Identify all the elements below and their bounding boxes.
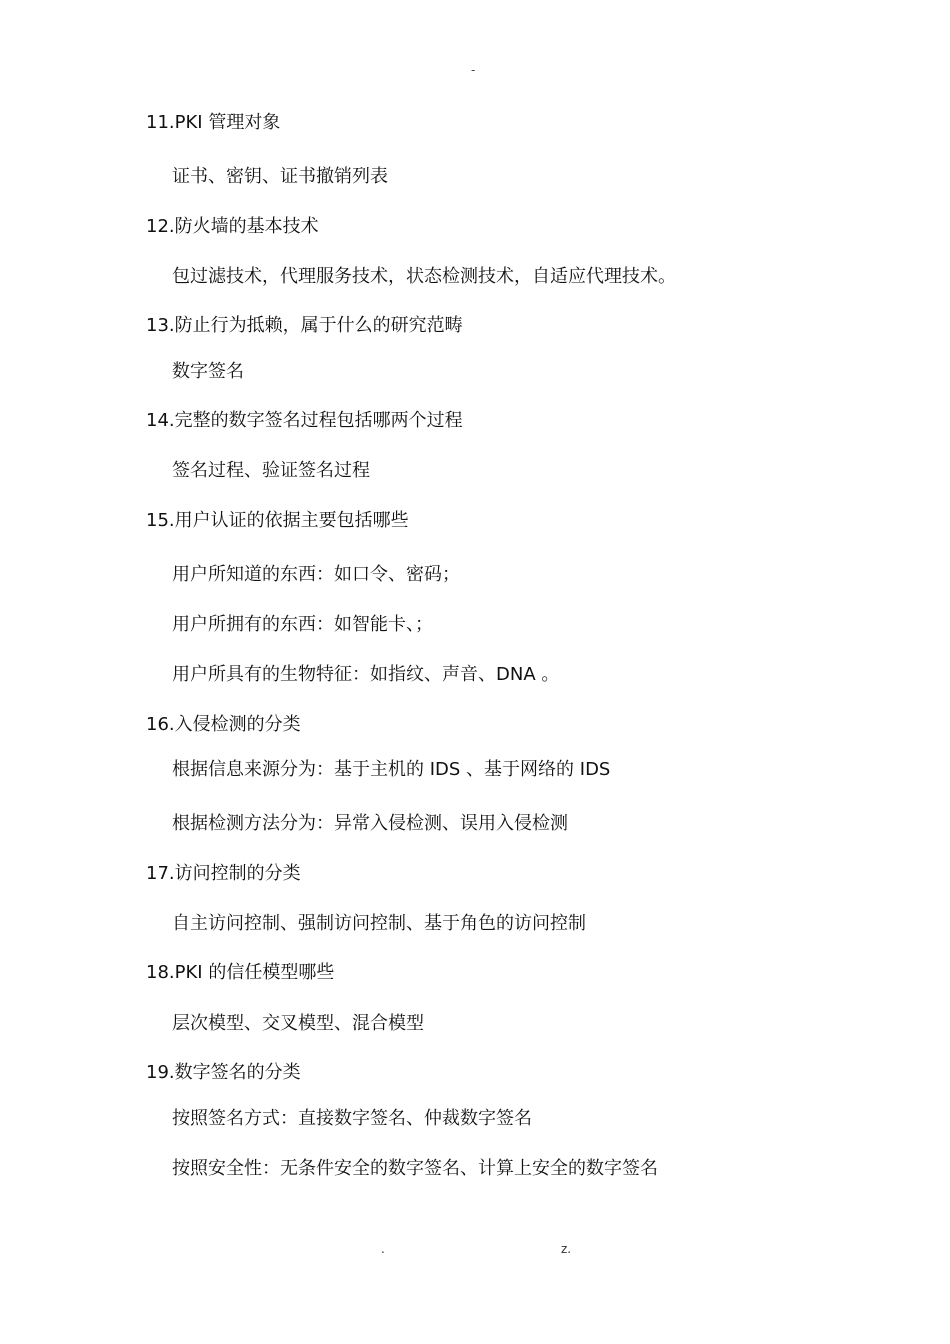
question-11: 11.PKI 管理对象	[146, 112, 281, 133]
answer-15-1: 用户所知道的东西：如口令、密码；	[172, 564, 460, 585]
question-13: 13.防止行为抵赖，属于什么的研究范畴	[146, 315, 463, 336]
answer-16-2: 根据检测方法分为：异常入侵检测、误用入侵检测	[172, 813, 568, 834]
answer-17-1: 自主访问控制、强制访问控制、基于角色的访问控制	[172, 913, 586, 934]
question-14: 14.完整的数字签名过程包括哪两个过程	[146, 410, 463, 431]
answer-15-3: 用户所具有的生物特征：如指纹、声音、DNA 。	[172, 664, 560, 685]
question-17: 17.访问控制的分类	[146, 863, 301, 884]
answer-18-1: 层次模型、交叉模型、混合模型	[172, 1013, 424, 1034]
answer-14-1: 签名过程、验证签名过程	[172, 460, 370, 481]
answer-16-1: 根据信息来源分为：基于主机的 IDS 、基于网络的 IDS	[172, 759, 611, 780]
header-mark: -	[471, 63, 476, 77]
footer-right-mark: z.	[561, 1242, 572, 1256]
footer-left-mark: .	[381, 1242, 385, 1256]
question-15: 15.用户认证的依据主要包括哪些	[146, 510, 409, 531]
answer-13-1: 数字签名	[172, 361, 244, 382]
answer-11-1: 证书、密钥、证书撤销列表	[172, 166, 388, 187]
question-12: 12.防火墙的基本技术	[146, 216, 319, 237]
question-16: 16.入侵检测的分类	[146, 714, 301, 735]
question-19: 19.数字签名的分类	[146, 1062, 301, 1083]
answer-12-1: 包过滤技术，代理服务技术，状态检测技术，自适应代理技术。	[172, 266, 676, 287]
answer-19-1: 按照签名方式：直接数字签名、仲裁数字签名	[172, 1108, 532, 1129]
answer-15-2: 用户所拥有的东西：如智能卡、；	[172, 614, 433, 635]
question-18: 18.PKI 的信任模型哪些	[146, 962, 335, 983]
answer-19-2: 按照安全性：无条件安全的数字签名、计算上安全的数字签名	[172, 1158, 658, 1179]
